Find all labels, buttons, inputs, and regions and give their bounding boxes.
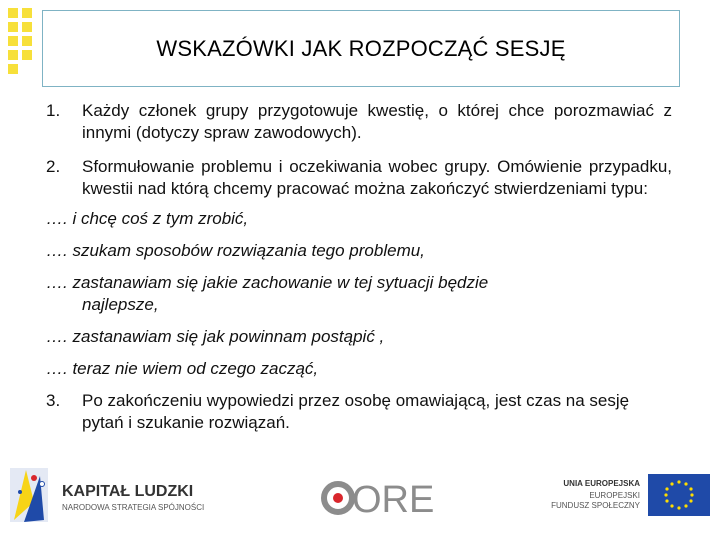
phrase-text: …. szukam sposobów rozwiązania tego problemu, [46, 241, 425, 260]
list-item-3 [46, 390, 672, 434]
item-text: Sformułowanie problemu i oczekiwania wobec grupy. Omówienie przypadku, kwestii nad którą chcemy pracować można zakończyć stwierdzeniami typu: [82, 157, 672, 198]
eu-logo [551, 474, 710, 516]
kapital-subtitle: NARODOWA STRATEGIA SPÓJNOŚCI [62, 503, 205, 512]
phrase [46, 272, 672, 316]
ore-logo [324, 479, 434, 521]
item-number: 1. [46, 101, 61, 120]
title-box [42, 10, 680, 87]
eu-line1: UNIA EUROPEJSKA [563, 479, 640, 488]
eu-line2: EUROPEJSKI [589, 491, 640, 500]
phrase [46, 208, 672, 230]
item-number: 2. [46, 157, 61, 176]
kapital-ludzki-logo [10, 468, 204, 522]
eu-flag [648, 474, 710, 516]
phrase-text: …. zastanawiam się jakie zachowanie w tej sytuacji będzie [46, 273, 489, 292]
logos-bar [0, 462, 720, 540]
kapital-title: KAPITAŁ LUDZKI [62, 483, 194, 500]
slide-content [46, 100, 672, 434]
ore-text: ORE [352, 479, 435, 521]
phrase-text: …. teraz nie wiem od czego zacząć, [46, 359, 319, 378]
item-text: Każdy członek grupy przygotowuje kwestię, o której chce porozmawiać z innymi (dotyczy spraw zawodowych). [82, 101, 672, 142]
phrase [46, 326, 672, 348]
phrase-text: …. zastanawiam się jak powinnam postąpić , [46, 327, 385, 346]
item-text: Po zakończeniu wypowiedzi przez osobę omawiającą, jest czas na sesję pytań i szukanie rozwiązań. [82, 391, 630, 432]
slide-title: WSKAZÓWKI JAK ROZPOCZĄĆ SESJĘ [156, 35, 566, 61]
eu-line3: FUNDUSZ SPOŁECZNY [551, 501, 640, 510]
phrase-continuation: najlepsze, [82, 295, 159, 314]
item-number: 3. [46, 391, 61, 410]
list-item-1 [46, 100, 672, 144]
phrase [46, 240, 672, 262]
phrase-text: …. i chcę coś z tym zrobić, [46, 209, 249, 228]
list-item-2 [46, 156, 672, 200]
phrase [46, 358, 672, 380]
